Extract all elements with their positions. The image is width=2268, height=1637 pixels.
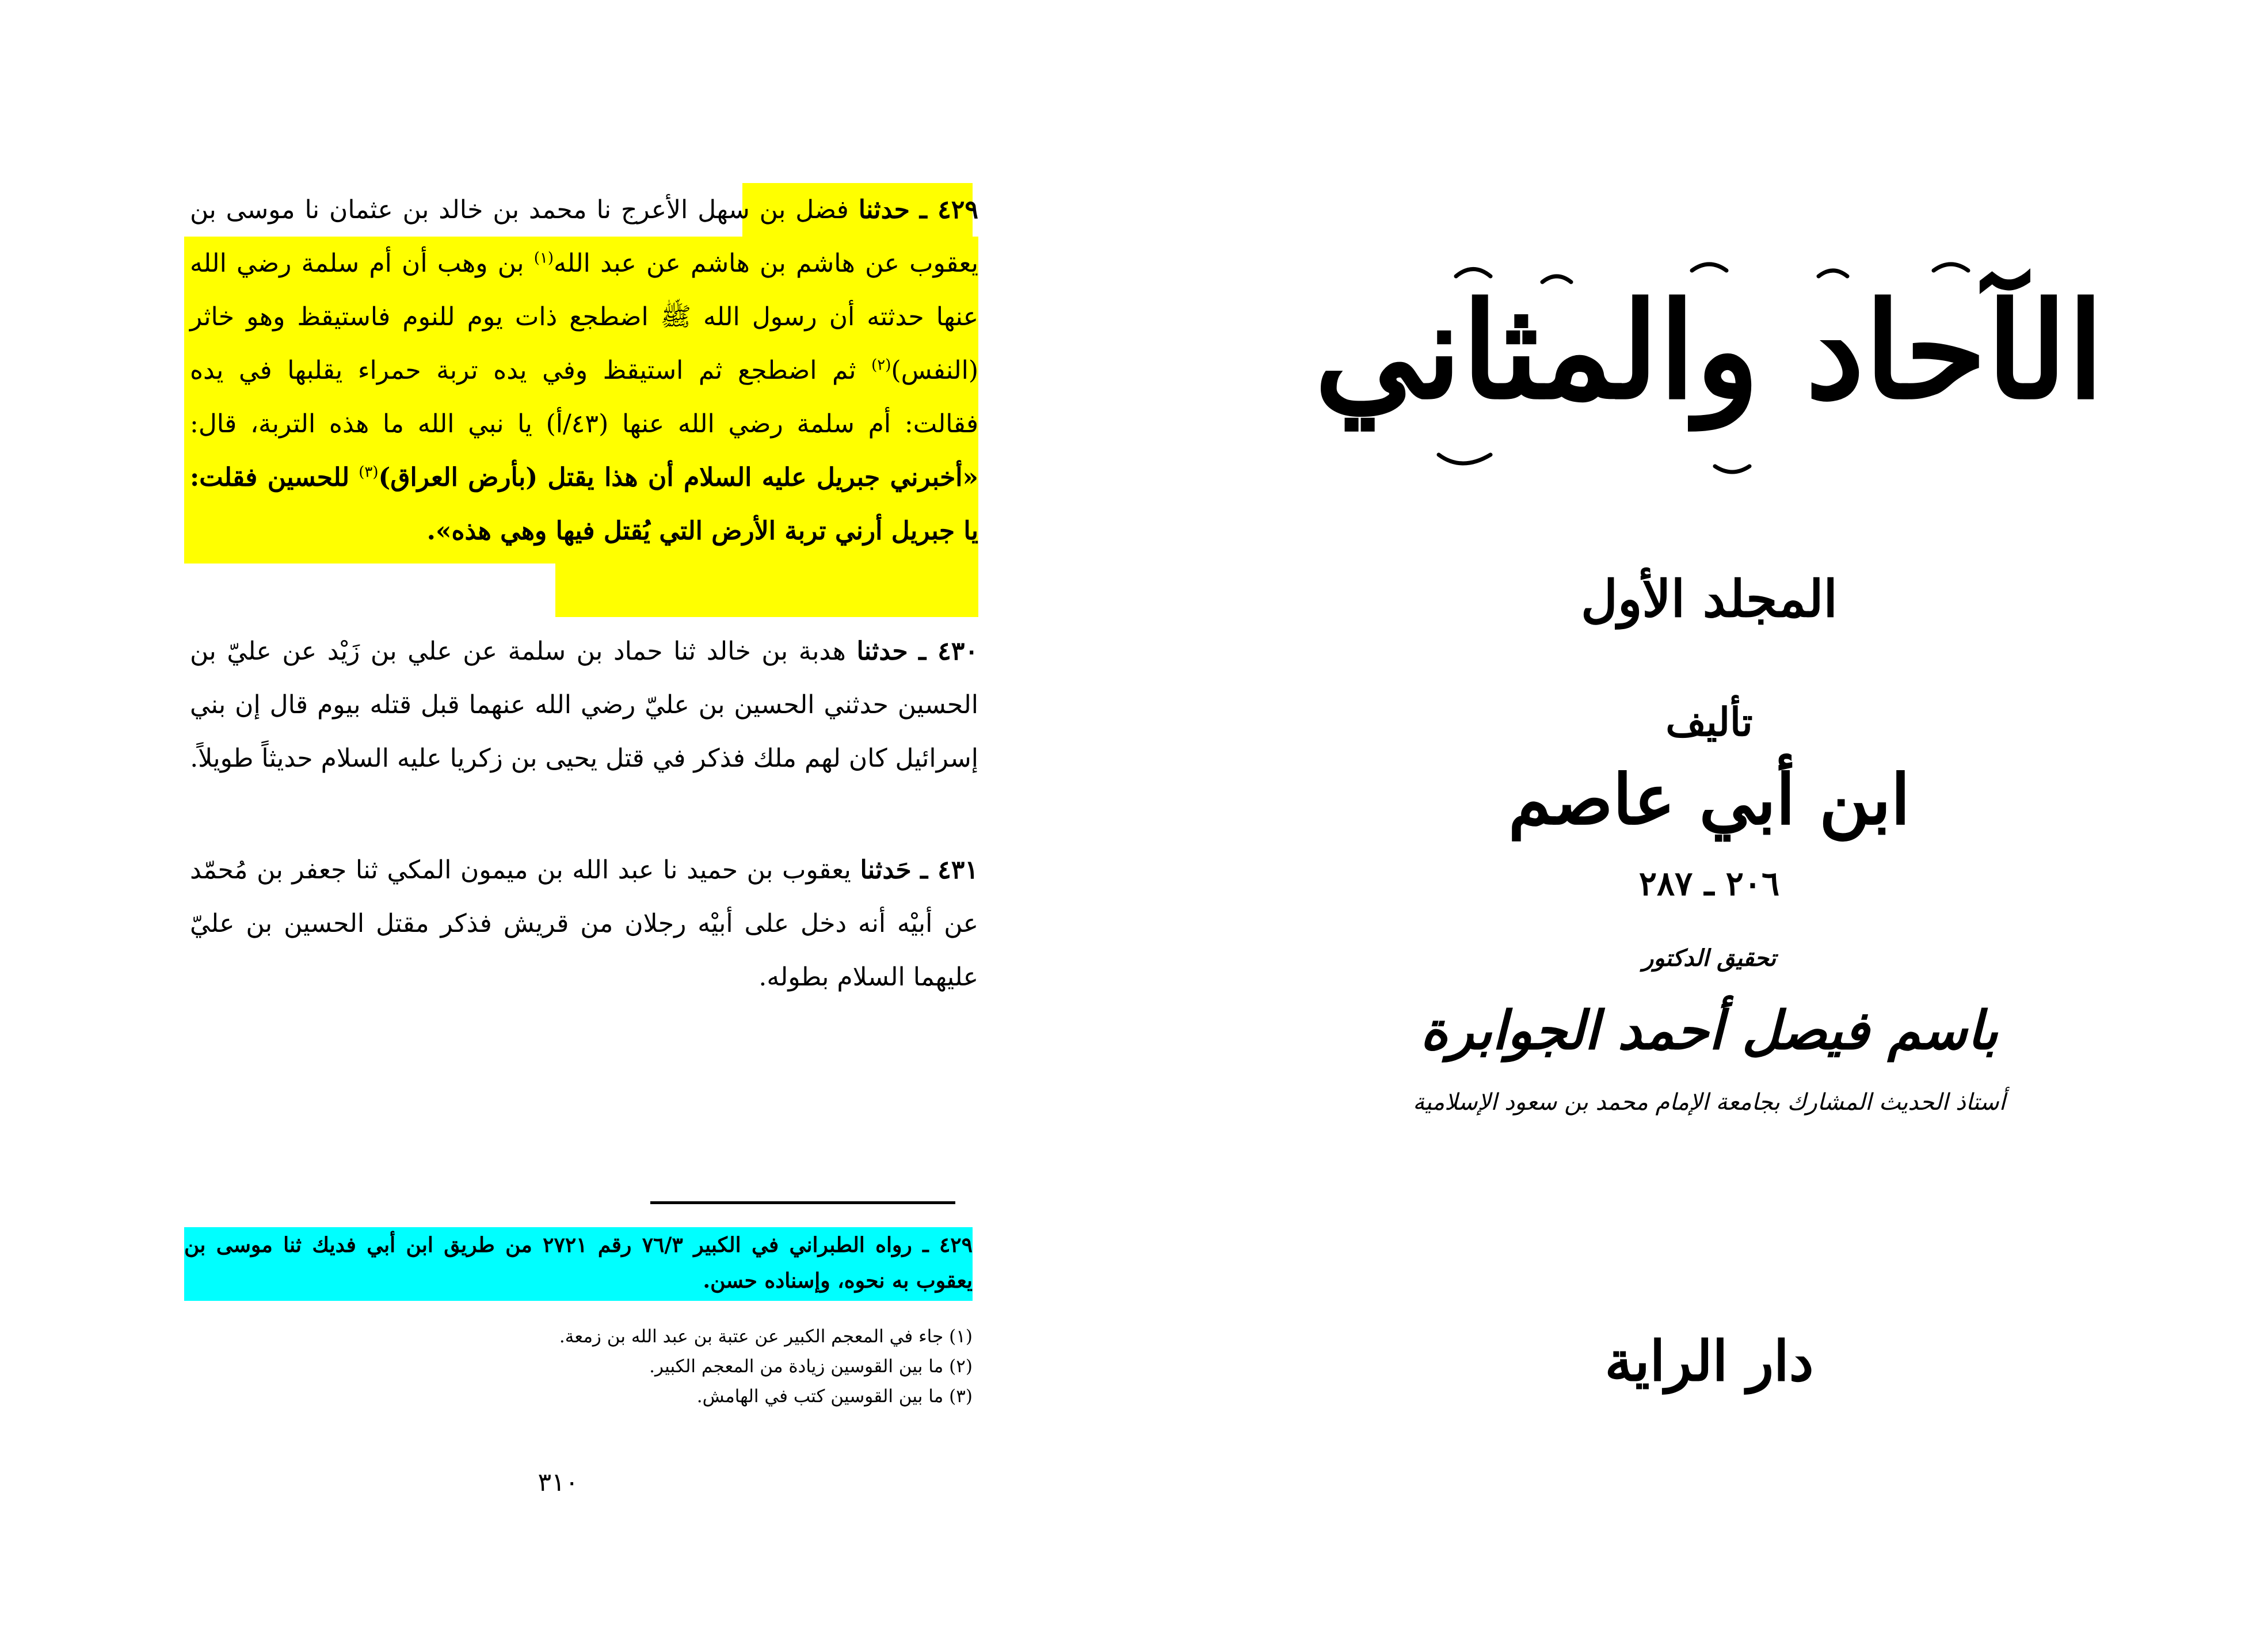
authored-by-label: تأليف (1665, 699, 1753, 745)
hadith-429-quote-2: للحسين فقلت: يا جبريل أرني تربة الأرض التي يُقتل فيها وهي هذه». (190, 463, 978, 546)
footnotes (391, 1322, 973, 1411)
editor-label: تحقيق الدكتور (1642, 945, 1776, 972)
right-page (1134, 0, 2268, 1637)
hadith-431 (190, 843, 978, 1004)
hadith-431-opening: حَدثنا (860, 855, 912, 885)
footnote-3: (٣) ما بين القوسين كتب في الهامش. (696, 1386, 973, 1407)
hadith-429 (190, 183, 978, 558)
hadith-429-text-2: بن وهب أن أم سلمة رضي الله عنها حدثته أن رسول الله ﷺ اضطجع ذات يوم للنوم فاستيقظ وهو خاثر (النفس) (190, 249, 978, 385)
hadith-429-text-3: ثم اضطجع ثم استيقظ وفي يده تربة حمراء يقلبها في يده فقالت: أم سلمة رضي الله عنها (٤٣/أ) يا نبي الله ما هذه التربة، قال: (190, 356, 978, 439)
hadith-430-text: هدبة بن خالد ثنا حماد بن سلمة عن علي بن زَيْد عن عليّ بن الحسين حدثني الحسين بن عليّ رضي الله عنهما قبل قتله بيوم قال إن بني إسرائيل كان لهم ملك فذكر في قتل يحيى بن زكريا عليه السلام حديثاً طويلاً. (190, 637, 978, 773)
hadith-430-number: ٤٣٠ ـ (918, 637, 978, 666)
hadith-430-opening: حدثنا (856, 637, 908, 666)
footnote-2: (٢) ما بين القوسين زيادة من المعجم الكبير. (649, 1356, 973, 1377)
hadith-431-number: ٤٣١ ـ (920, 855, 978, 885)
footnote-ref-2: (٢) (871, 356, 891, 374)
editor-name: باسم فيصل أحمد الجوابرة (1420, 999, 1998, 1061)
publisher-name: دار الراية (1604, 1328, 1814, 1394)
footnote-divider (650, 1201, 955, 1204)
footnote-ref-3: (٣) (359, 463, 379, 481)
editor-title: أستاذ الحديث المشارك بجامعة الإمام محمد بن سعود الإسلامية (1413, 1089, 2006, 1116)
author-dates: ٢٠٦ ـ ٢٨٧ (1638, 864, 1780, 903)
hadith-429-number: ٤٢٩ ـ (919, 195, 978, 224)
page-number: ٣١٠ (538, 1468, 579, 1497)
hadith-429-quote-1: «أخبرني جبريل عليه السلام أن هذا يقتل (بأرض العراق) (378, 463, 978, 492)
hadith-430 (190, 625, 978, 785)
hadith-429-opening: حدثنا (858, 195, 910, 224)
highlight-429-bottom (555, 564, 978, 617)
book-title: الآحاد والمثاني (1314, 273, 2105, 429)
volume-label: المجلد الأول (1581, 569, 1838, 629)
takhrij-note: ٤٢٩ ـ رواه الطبراني في الكبير ٧٦/٣ رقم ٢٧٢١ من طريق ابن أبي فديك ثنا موسى بن يعقوب به نحوه، وإسناده حسن. (184, 1233, 973, 1293)
footnote-ref-1: (١) (533, 249, 554, 267)
hadith-431-text: يعقوب بن حميد نا عبد الله بن ميمون المكي ثنا جعفر بن مُحمّد عن أبيْه أنه دخل على أبيْه رجلان من قريش فذكر مقتل الحسين بن عليّ عليهما السلام بطوله. (190, 855, 978, 992)
author-name: ابن أبي عاصم (1508, 759, 1911, 840)
footnote-1: (١) جاء في المعجم الكبير عن عتبة بن عبد الله بن زمعة. (559, 1326, 973, 1347)
hadith-429-text-1: فضل بن سهل الأعرج نا محمد بن خالد بن عثمان نا موسى بن يعقوب عن هاشم بن هاشم عن عبد الله (190, 195, 978, 278)
